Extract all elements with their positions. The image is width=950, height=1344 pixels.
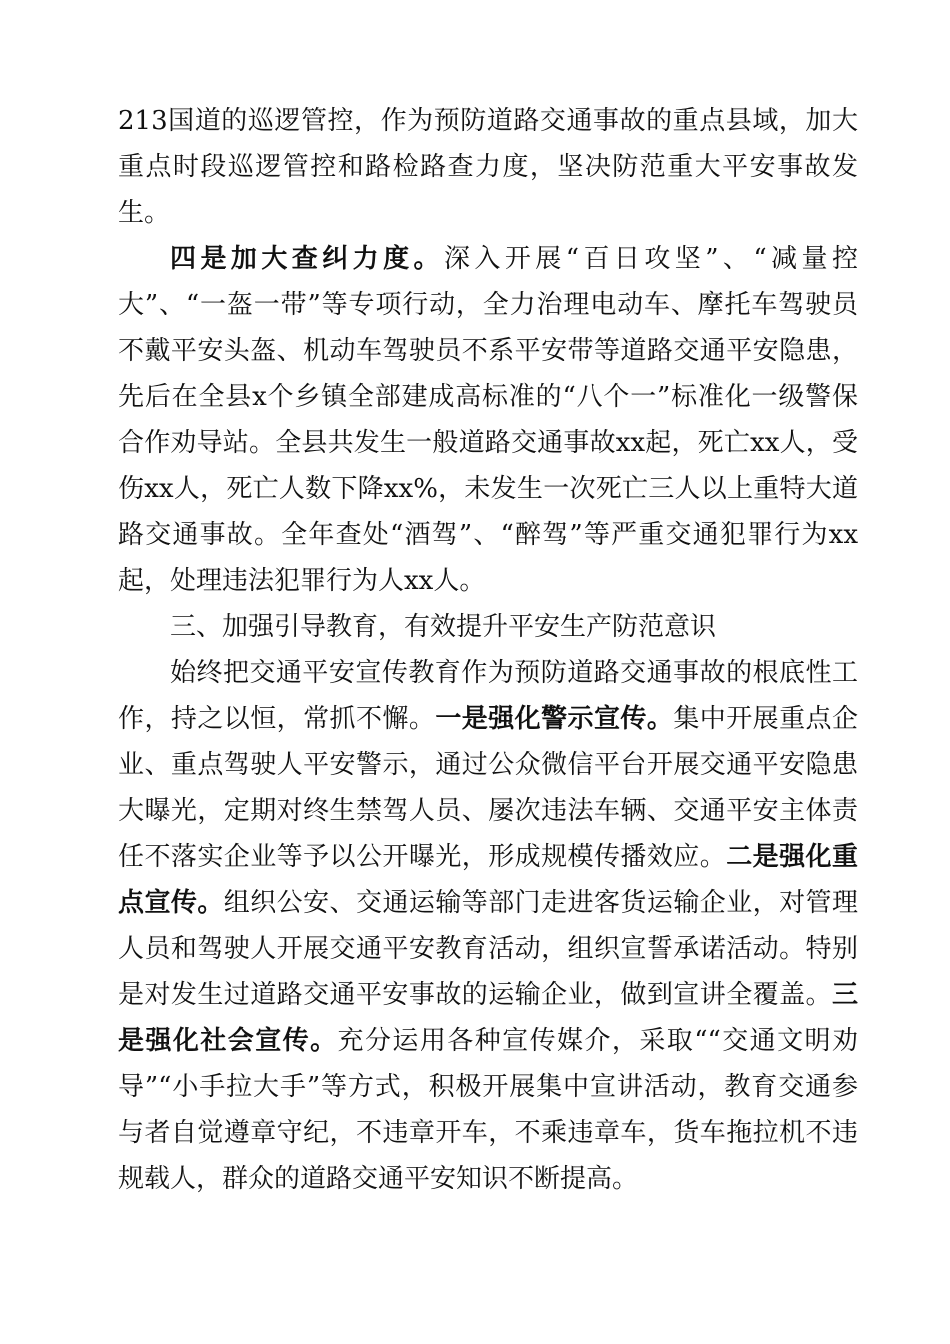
paragraph-inspection	[118, 236, 858, 604]
paragraph-education	[118, 650, 858, 1202]
paragraph-patrol-control	[118, 98, 858, 236]
paragraph-text: 始终把交通平安宣传教育作为预防道路交通事故的根底性工作，持之以恒，常抓不懈。	[118, 658, 858, 734]
paragraph-text: 集中开展重点企业、重点驾驶人平安警示，通过公众微信平台开展交通平安隐患大曝光，定期对终生禁驾人员、屡次违法车辆、交通平安主体责任不落实企业等予以公开曝光，形成规模传播效应。	[118, 704, 858, 872]
paragraph-lead-bold: 四是加大查纠力度。	[170, 244, 444, 274]
paragraph-text: 充分运用各种宣传媒介，采取““交通文明劝导”“小手拉大手”等方式，积极开展集中宣讲活动，教育交通参与者自觉遵章守纪，不违章开车，不乘违章车，货车拖拉机不违规载人，群众的道路交通平安知识不断提高。	[118, 1026, 858, 1194]
paragraph-text: 深入开展“百日攻坚”、“减量控大”、“一盔一带”等专项行动，全力治理电动车、摩托车驾驶员不戴平安头盔、机动车驾驶员不系平安带等道路交通平安隐患，先后在全县x个乡镇全部建成高标准的“八个一”标准化一级警保合作劝导站。全县共发生一般道路交通事故xx起，死亡xx人，受伤xx人，死亡人数下降xx%，未发生一次死亡三人以上重特大道路交通事故。全年查处“酒驾”、“醉驾”等严重交通犯罪行为xx起，处理违法犯罪行为人xx人。	[118, 244, 858, 596]
paragraph-lead-bold: 一是强化警示宣传。	[435, 704, 674, 734]
paragraph-lead-bold: 二是强化重点宣传。	[118, 842, 858, 918]
paragraph-text: 组织公安、交通运输等部门走进客货运输企业，对管理人员和驾驶人开展交通平安教育活动，组织宣誓承诺活动。特别是对发生过道路交通平安事故的运输企业，做到宣讲全覆盖。	[118, 888, 858, 1010]
paragraph-lead-bold: 三是强化社会宣传。	[118, 980, 858, 1056]
section-heading-3: 三、加强引导教育，有效提升平安生产防范意识	[170, 612, 717, 642]
paragraph-text: 213国道的巡逻管控，作为预防道路交通事故的重点县域，加大重点时段巡逻管控和路检路查力度，坚决防范重大平安事故发生。	[118, 106, 858, 228]
document-page	[118, 98, 858, 1202]
